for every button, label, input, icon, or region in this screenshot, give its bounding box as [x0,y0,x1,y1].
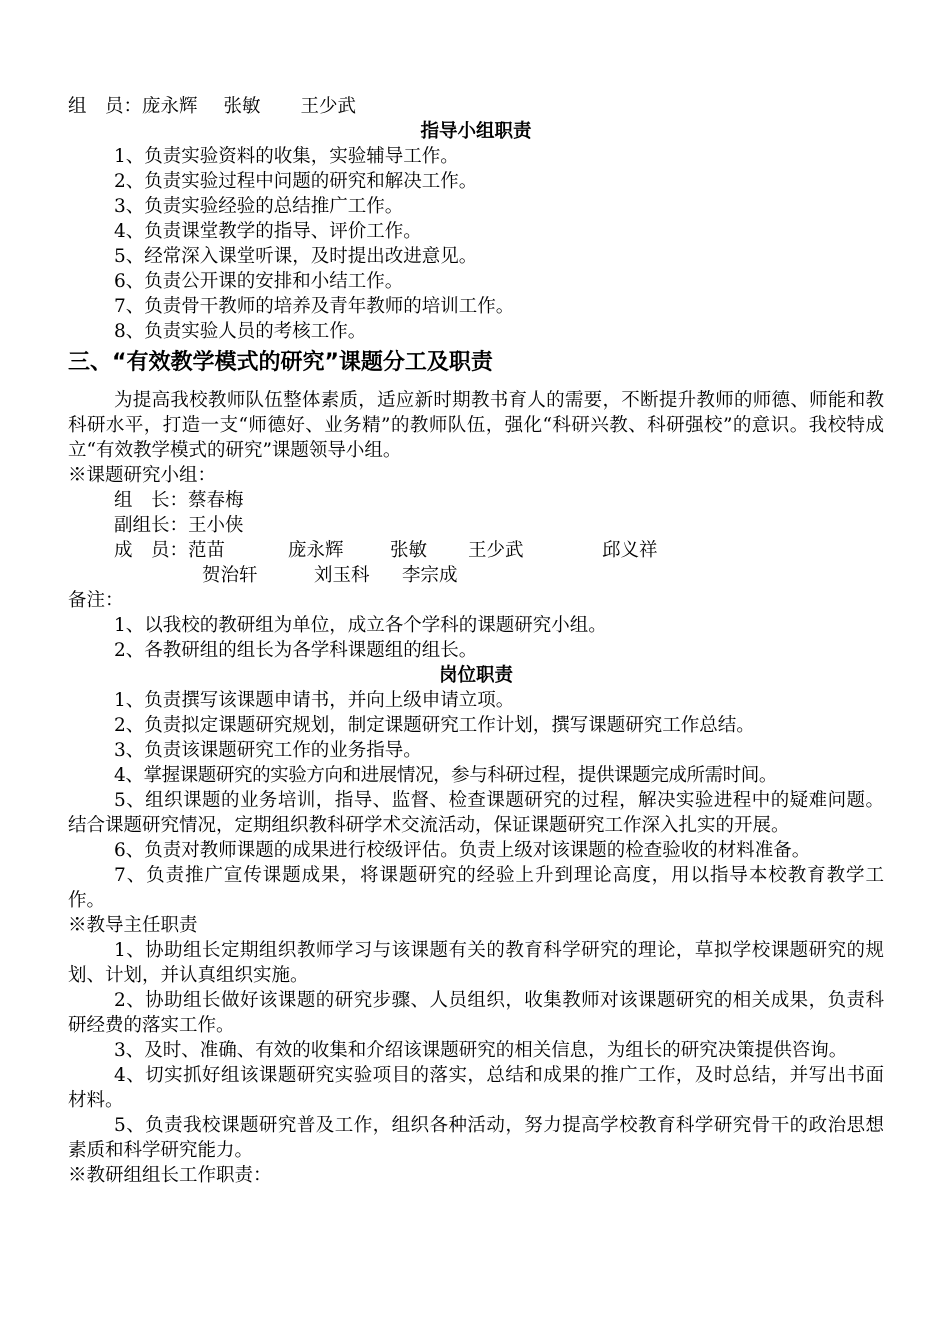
post-duty-item: 5、组织课题的业务培训，指导、监督、检查课题研究的过程，解决实验进程中的疑难问题。结合课题研究情况，定期组织教科研学术交流活动，保证课题研究工作深入扎实的开展。 [68,790,884,836]
intro-paragraph: 为提高我校教师队伍整体素质，适应新时期教书育人的需要，不断提升教师的师德、师能和教科研水平，打造一支“师德好、业务精”的教师队伍，强化“科研兴教、科研强校”的意识。我校特成立“有效教学模式的研究”课题领导小组。 [68,390,884,461]
member-name: 王少武 [300,96,357,117]
tr-leader-title: ※教研组组长工作职责： [68,1165,272,1186]
members-label: 成 员： [114,540,189,561]
top-members-label: 组 员： [68,96,143,117]
guide-group-title: 指导小组职责 [420,121,532,142]
post-duty-item: 2、负责拟定课题研究规划，制定课题研究工作计划，撰写课题研究工作总结。 [114,715,755,736]
guide-item: 8、负责实验人员的考核工作。 [114,321,367,342]
group-members-row [68,538,884,563]
member-name: 刘玉科 [314,565,370,586]
post-duty-item: 6、负责对教师课题的成果进行校级评估。负责上级对该课题的检查验收的材料准备。 [114,840,811,861]
director-duty-item: 3、及时、准确、有效的收集和介绍该课题研究的相关信息，为组长的研究决策提供咨询。 [114,1040,848,1061]
guide-item: 5、经常深入课堂听课，及时提出改进意见。 [114,246,478,267]
group-leader: 组 长：蔡春梅 [114,490,244,511]
director-duties-title: ※教导主任职责 [68,915,198,936]
member-name: 庞永辉 [288,540,344,561]
member-name: 李宗成 [402,565,458,586]
director-duty-item: 5、负责我校课题研究普及工作，组织各种活动，努力提高学校教育科学研究骨干的政治思想素质和科学研究能力。 [68,1115,884,1161]
notes-label: 备注： [68,590,124,611]
post-duty-item: 3、负责该课题研究工作的业务指导。 [114,740,422,761]
guide-item: 2、负责实验过程中问题的研究和解决工作。 [114,171,478,192]
note-item: 1、以我校的教研组为单位，成立各个学科的课题研究小组。 [114,615,607,636]
member-name: 王少武 [468,540,524,561]
guide-item: 1、负责实验资料的收集，实验辅导工作。 [114,146,459,167]
document-body [68,94,884,1188]
guide-item: 4、负责课堂教学的指导、评价工作。 [114,221,422,242]
post-duties-title: 岗位职责 [438,665,513,686]
post-duty-item: 1、负责撰写该课题申请书，并向上级申请立项。 [114,690,515,711]
director-duty-item: 2、协助组长做好该课题的研究步骤、人员组织，收集教师对该课题研究的相关成果，负责科研经费的落实工作。 [68,990,884,1036]
member-name: 范苗 [188,540,226,561]
guide-item: 6、负责公开课的安排和小结工作。 [114,271,404,292]
post-duty-item: 7、负责推广宣传课题成果，将课题研究的经验上升到理论高度，用以指导本校教育教学工作。 [68,865,884,911]
research-group-title: ※课题研究小组： [68,465,217,486]
note-item: 2、各教研组的组长为各学科课题组的组长。 [114,640,478,661]
member-name: 贺治轩 [202,565,258,586]
group-vice-leader: 副组长：王小侠 [114,515,244,536]
post-duty-item: 4、掌握课题研究的实验方向和进展情况，参与科研过程，提供课题完成所需时间。 [114,765,777,786]
top-members-line [68,94,884,119]
director-duty-item: 1、协助组长定期组织教师学习与该课题有关的教育科学研究的理论，草拟学校课题研究的规划、计划，并认真组织实施。 [68,940,884,986]
director-duty-item: 4、切实抓好组该课题研究实验项目的落实，总结和成果的推广工作，及时总结，并写出书面材料。 [68,1065,884,1111]
section-heading: 三、“有效教学模式的研究”课题分工及职责 [68,350,493,375]
member-name: 庞永辉 [142,96,198,117]
member-name: 张敏 [223,96,261,117]
member-name: 张敏 [390,540,428,561]
member-name: 邱义祥 [602,540,658,561]
guide-item: 3、负责实验经验的总结推广工作。 [114,196,404,217]
guide-item: 7、负责骨干教师的培养及青年教师的培训工作。 [114,296,515,317]
group-members-row-2 [68,563,884,588]
